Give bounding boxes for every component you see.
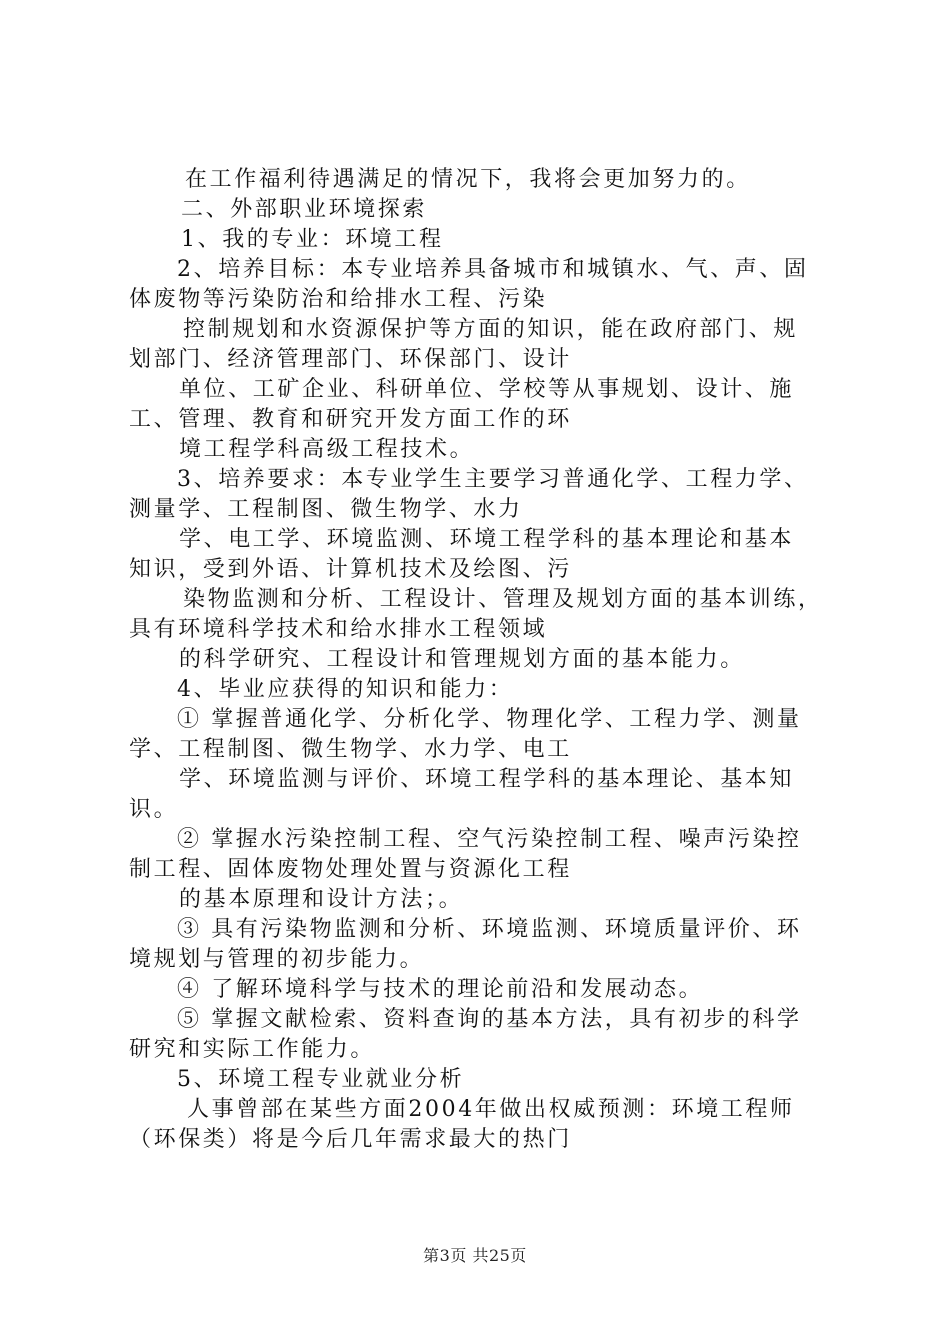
text-line: ③ 具有污染物监测和分析、环境监测、环境质量评价、环 [177, 917, 802, 942]
text-line: 划部门、经济管理部门、环保部门、设计 [129, 347, 572, 372]
page-footer: 第3页 共25页 [423, 1246, 527, 1265]
text-line: （环保类）将是今后几年需求最大的热门 [129, 1127, 572, 1152]
text-line: ④ 了解环境科学与技术的理论前沿和发展动态。 [177, 977, 704, 1002]
text-line: 境工程学科高级工程技术。 [179, 437, 475, 462]
text-line: 境规划与管理的初步能力。 [129, 947, 425, 972]
text-line: ⑤ 掌握文献检索、资料查询的基本方法，具有初步的科学 [177, 1007, 802, 1032]
text-line: 在工作福利待遇满足的情况下，我将会更加努力的。 [185, 167, 751, 192]
text-line: 人事曾部在某些方面2004年做出权威预测：环境工程师 [187, 1097, 795, 1122]
text-line: 3、培养要求：本专业学生主要学习普通化学、工程力学、 [177, 467, 809, 492]
text-line: 单位、工矿企业、科研单位、学校等从事规划、设计、施 [179, 377, 795, 402]
text-line: 具有环境科学技术和给水排水工程领域 [129, 617, 548, 642]
text-line: 的基本原理和设计方法；。 [179, 887, 464, 912]
text-line: 体废物等污染防治和给排水工程、污染 [129, 287, 548, 312]
text-line: 的科学研究、工程设计和管理规划方面的基本能力。 [179, 647, 745, 672]
text-line: 制工程、固体废物处理处置与资源化工程 [129, 857, 572, 882]
text-line: 工、管理、教育和研究开发方面工作的环 [129, 407, 572, 432]
text-line: 染物监测和分析、工程设计、管理及规划方面的基本训练， [183, 587, 823, 612]
text-line: 知识，受到外语、计算机技术及绘图、污 [129, 557, 572, 582]
text-line: 学、环境监测与评价、环境工程学科的基本理论、基本知 [179, 767, 795, 792]
document-body [129, 165, 835, 1155]
text-line: 识。 [129, 797, 179, 822]
text-line: 5、环境工程专业就业分析 [177, 1067, 465, 1092]
text-line: 1、我的专业：环境工程 [181, 227, 444, 252]
text-line: 研究和实际工作能力。 [129, 1037, 376, 1062]
text-line: 学、电工学、环境监测、环境工程学科的基本理论和基本 [179, 527, 795, 552]
text-line: 测量学、工程制图、微生物学、水力 [129, 497, 523, 522]
text-line: ② 掌握水污染控制工程、空气污染控制工程、噪声污染控 [177, 827, 802, 852]
text-line: 学、工程制图、微生物学、水力学、电工 [129, 737, 572, 762]
text-line: 4、毕业应获得的知识和能力： [177, 677, 514, 702]
text-line: 控制规划和水资源保护等方面的知识，能在政府部门、规 [183, 317, 799, 342]
text-line: 二、外部职业环境探索 [181, 197, 428, 222]
text-line: ① 掌握普通化学、分析化学、物理化学、工程力学、测量 [177, 707, 802, 732]
text-line: 2、培养目标：本专业培养具备城市和城镇水、气、声、固 [177, 257, 809, 282]
